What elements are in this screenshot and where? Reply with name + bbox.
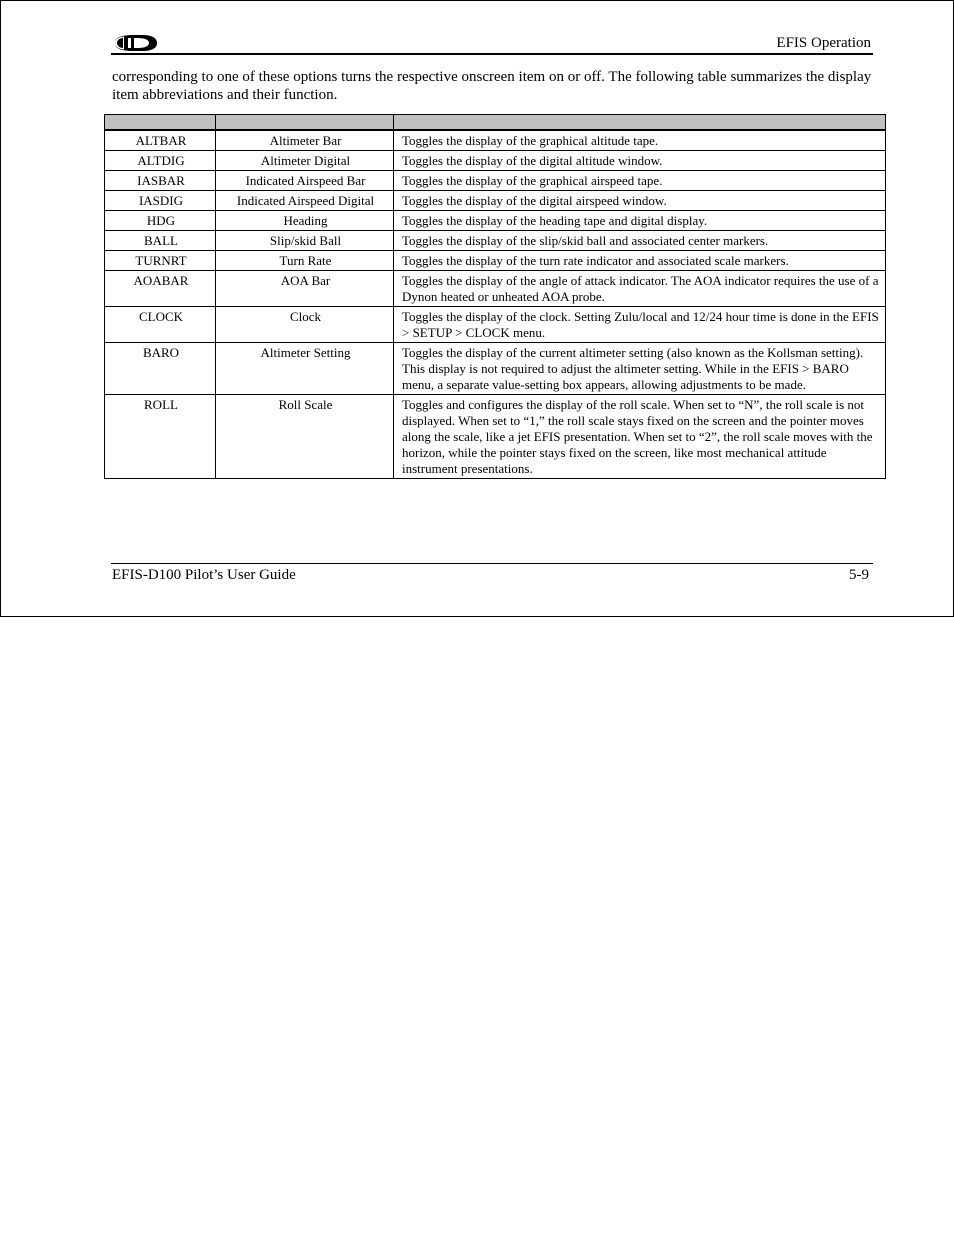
item-cell: Indicated Airspeed Bar [216,171,394,191]
intro-paragraph: corresponding to one of these options turns the respective onscreen item on or off. The following table summarizes the display item abbreviations and their function. [112,69,872,103]
function-cell: Toggles and configures the display of the roll scale. When set to “N”, the roll scale is not displayed. When set to “1,” the roll scale stays fixed on the screen and the pointer moves along the scale, like a jet EFIS presentation. When set to “2”, the roll scale moves with the horizon, while the pointer stays fixed on the screen, like most mechanical attitude instrument presentations. [394,395,886,479]
table-row [105,191,886,211]
item-cell: Altimeter Digital [216,151,394,171]
guide-title: EFIS-D100 Pilot’s User Guide [112,567,296,583]
item-cell: Slip/skid Ball [216,231,394,251]
item-cell: Altimeter Bar [216,130,394,151]
item-cell: Clock [216,307,394,343]
item-cell: Heading [216,211,394,231]
table-row [105,343,886,395]
abbreviation-cell: IASBAR [105,171,216,191]
abbreviation-cell: AOABAR [105,271,216,307]
page-number: 5-9 [849,567,869,583]
table-row [105,171,886,191]
table-row [105,271,886,307]
item-cell: Altimeter Setting [216,343,394,395]
abbreviation-cell: IASDIG [105,191,216,211]
table-row [105,395,886,479]
function-cell: Toggles the display of the slip/skid ball and associated center markers. [394,231,886,251]
function-cell: Toggles the display of the digital airspeed window. [394,191,886,211]
abbreviation-cell: CLOCK [105,307,216,343]
column-header-item [216,115,394,131]
table-row [105,211,886,231]
table-row [105,251,886,271]
abbreviation-cell: ROLL [105,395,216,479]
abbreviation-cell: HDG [105,211,216,231]
function-cell: Toggles the display of the digital altitude window. [394,151,886,171]
column-header-function [394,115,886,131]
footer-divider [111,563,873,564]
table-row [105,231,886,251]
function-cell: Toggles the display of the heading tape and digital display. [394,211,886,231]
item-cell: Roll Scale [216,395,394,479]
item-cell: Indicated Airspeed Digital [216,191,394,211]
function-cell: Toggles the display of the graphical altitude tape. [394,130,886,151]
header-divider [111,53,873,55]
item-cell: AOA Bar [216,271,394,307]
function-cell: Toggles the display of the turn rate indicator and associated scale markers. [394,251,886,271]
abbreviation-cell: ALTBAR [105,130,216,151]
item-cell: Turn Rate [216,251,394,271]
table-row [105,307,886,343]
table-row [105,130,886,151]
function-cell: Toggles the display of the graphical airspeed tape. [394,171,886,191]
function-cell: Toggles the display of the current altimeter setting (also known as the Kollsman setting). This display is not required to adjust the altimeter setting. While in the EFIS > BARO menu, a separate value-setting box appears, allowing adjustments to be made. [394,343,886,395]
function-cell: Toggles the display of the angle of attack indicator. The AOA indicator requires the use of a Dynon heated or unheated AOA probe. [394,271,886,307]
function-cell: Toggles the display of the clock. Setting Zulu/local and 12/24 hour time is done in the EFIS > SETUP > CLOCK menu. [394,307,886,343]
table-row [105,151,886,171]
dynon-logo-icon [112,34,158,52]
column-header-abbreviation [105,115,216,131]
table-header-row [105,115,886,131]
abbreviation-cell: BALL [105,231,216,251]
abbreviation-cell: BARO [105,343,216,395]
section-title: EFIS Operation [776,35,871,51]
display-items-table [104,114,886,479]
abbreviation-cell: ALTDIG [105,151,216,171]
abbreviation-cell: TURNRT [105,251,216,271]
document-page [0,0,954,617]
